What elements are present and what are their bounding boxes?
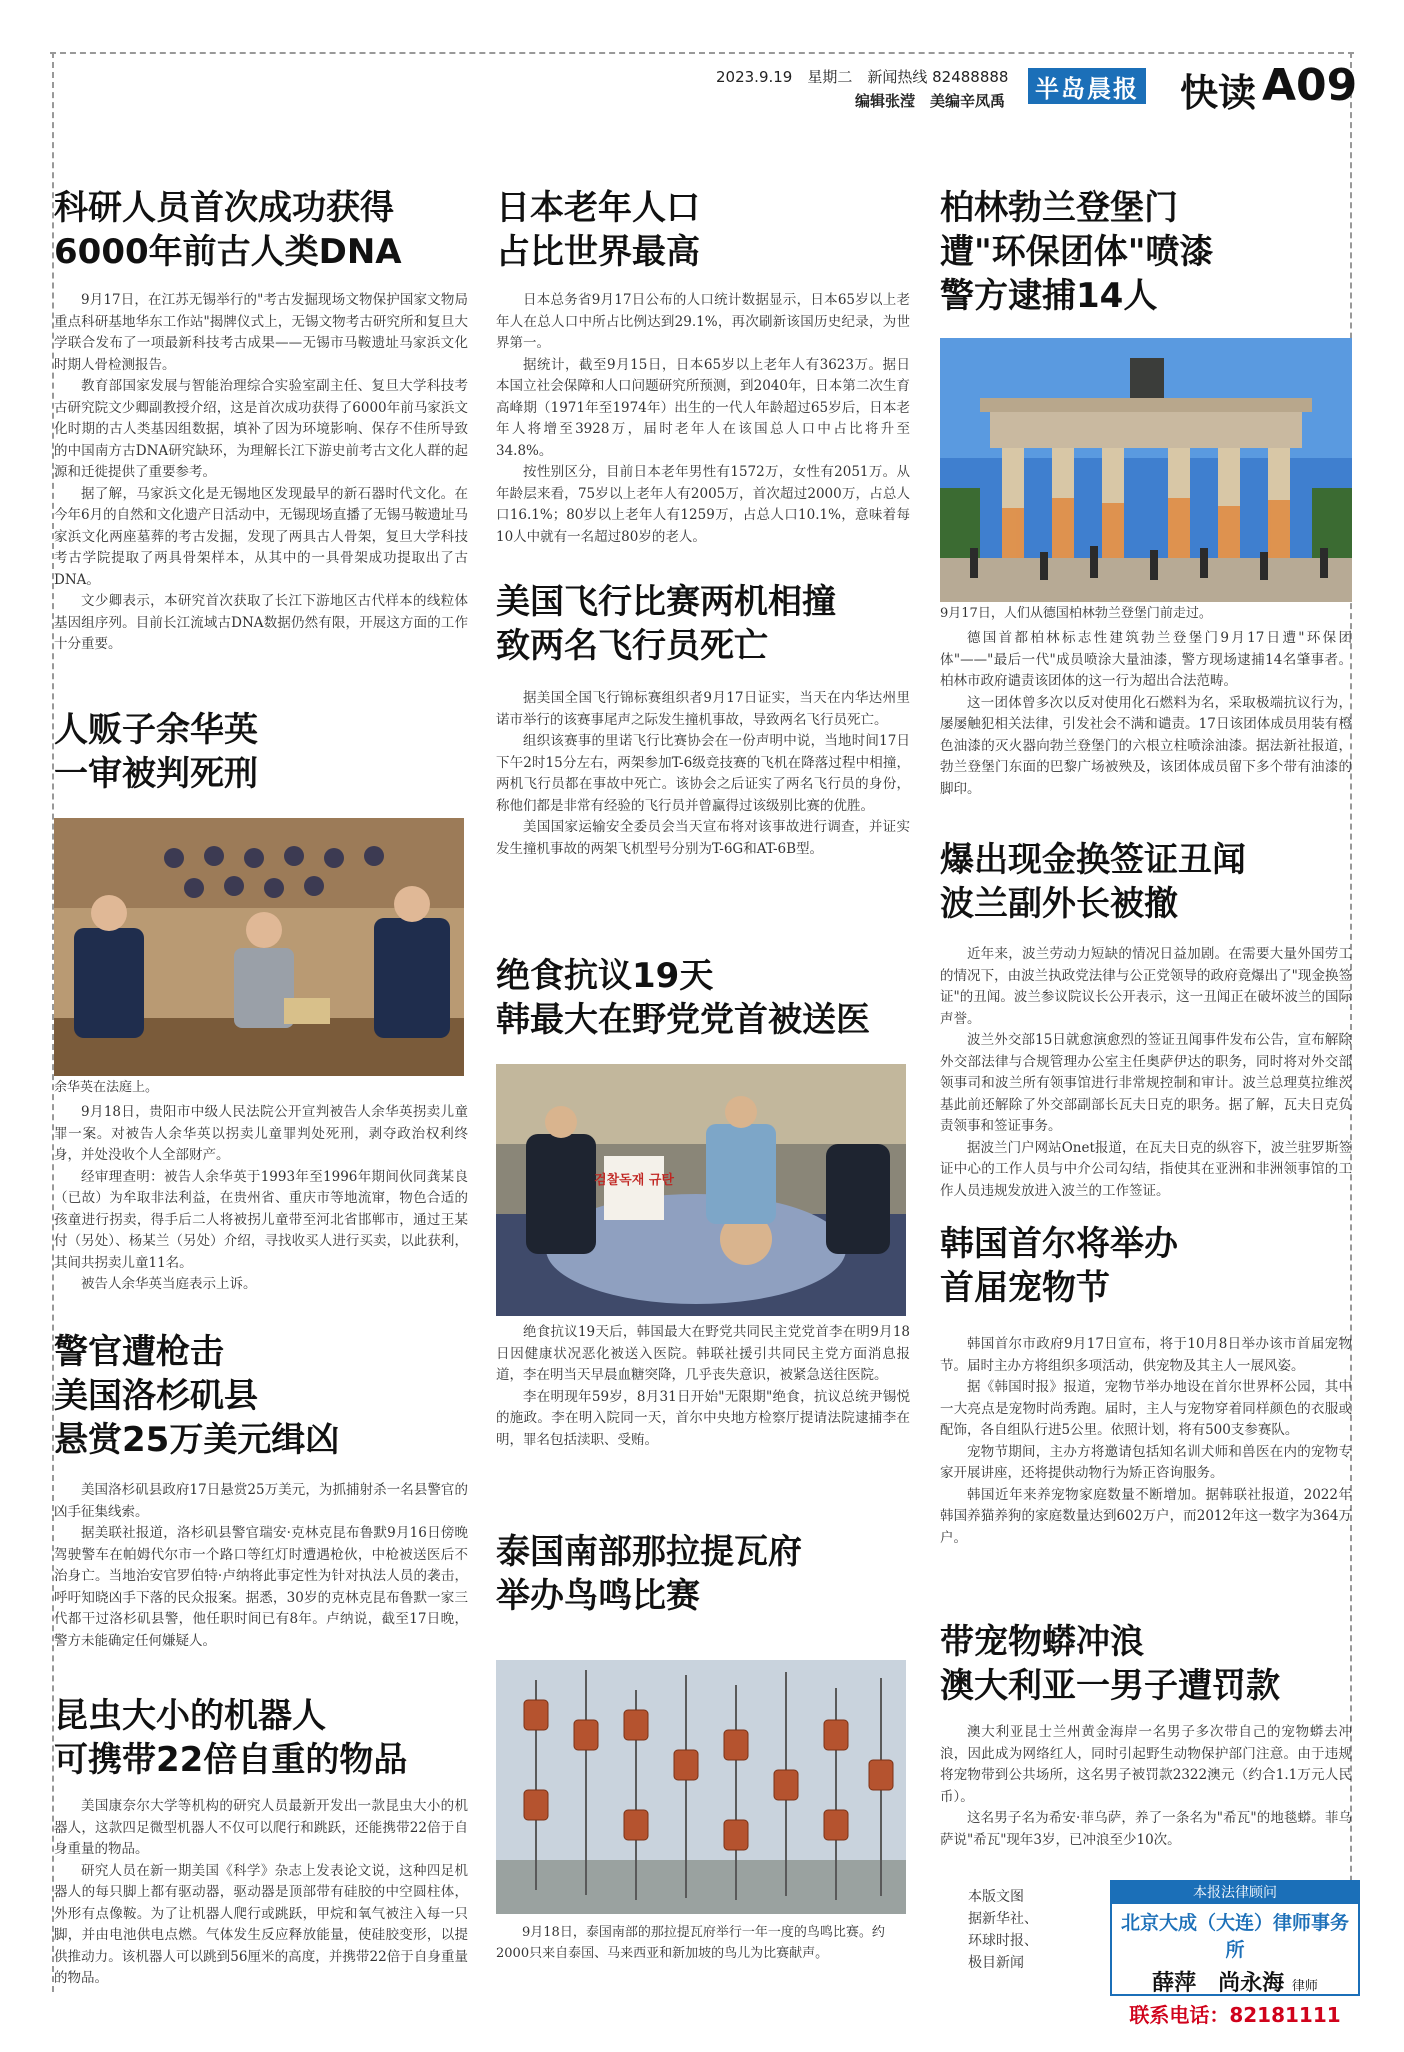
paragraph: 据美国全国飞行锦标赛组织者9月17日证实，当天在内华达州里诺市举行的该赛事尾声之际发生撞机事故，导致两名飞行员死亡。 (496, 690, 910, 728)
headline-seoul (940, 1222, 1360, 1310)
paragraph: 教育部国家发展与智能治理综合实验室副主任、复旦大学科技考古研究院文少卿副教授介绍，这是首次成功获得了6000年前马家浜文化时期的古人类基因组数据，填补了因为环境影响、保存不佳所导致的中国南方古DNA研究缺环，为理解长江下游史前考古文化人群的起源和迁徙提供了重要参考。 (54, 378, 468, 480)
paragraph: 绝食抗议19天后，韩国最大在野党共同民主党党首李在明9月18日因健康状况恶化被送入医院。韩联社援引共同民主党方面消息报道，李在明当天早晨血糖突降，几乎丧失意识，被紧急送往医院。 (496, 1324, 910, 1383)
paragraph: 韩国首尔市政府9月17日宣布，将于10月8日举办该市首届宠物节。届时主办方将组织多项活动，供宠物及其主人一展风姿。 (940, 1336, 1352, 1374)
top-border (50, 52, 1354, 54)
headline-line: 一审被判死刑 (54, 754, 258, 794)
headline-line: 澳大利亚一男子遭罚款 (940, 1666, 1280, 1706)
paragraph: 据美联社报道，洛杉矶县警官瑞安·克林克昆布鲁默9月16日傍晚驾驶警车在帕姆代尔市一个路口等红灯时遭遇枪伙，中枪被送医后不治身亡。当地治安官罗伯特·卢纳将此事定性为针对执法人员的袭击，呼吁知晓凶手下落的民众报案。据悉，30岁的克林克昆布鲁默一家三代都干过洛杉矶县警，他任职时间已有8年。卢纳说，截至17日晚，警方未能确定任何嫌疑人。 (54, 1525, 468, 1649)
paragraph: 美国洛杉矶县政府17日悬赏25万美元，为抓捕射杀一名县警官的凶手征集线索。 (54, 1482, 468, 1520)
article-flight-body (496, 688, 910, 942)
article-dna-body (54, 290, 468, 692)
headline-line: 日本老年人口 (496, 188, 700, 228)
ad-names-line (1112, 1966, 1358, 1997)
headline-line: 警方逮捕14人 (940, 276, 1158, 316)
source-credit (968, 1886, 1038, 1974)
headline-japan (496, 186, 916, 274)
photo-caption: 9月18日，泰国南部的那拉提瓦府举行一年一度的鸟鸣比赛。约2000只来自泰国、马来西亚和新加坡的鸟儿为比赛献声。 (496, 1925, 885, 1961)
source-line: 本版文图 (968, 1889, 1024, 1905)
headline-dna (54, 186, 474, 274)
paragraph: 韩国近年来养宠物家庭数量不断增加。据韩联社报道，2022年韩国养猫养狗的家庭数量达到602万户，而2012年这一数字为364万户。 (940, 1486, 1352, 1546)
paragraph: 据统计，截至9月15日，日本65岁以上老年人有3623万。据日本国立社会保障和人口问题研究所预测，到2040年，日本第二次生育高峰期（1971年至1974年）出生的一代人年龄超过65岁后，日本老年人将增至3928万，届时老年人在该国总人口中占比将升至34.8%。 (496, 356, 910, 459)
headline-la (54, 1330, 474, 1462)
article-python-body (940, 1722, 1352, 1874)
source-line: 据新华社、 (968, 1911, 1038, 1927)
brandenburg-gate-photo (940, 338, 1352, 602)
article-berlin-body (940, 628, 1352, 826)
article-poland-body (940, 944, 1352, 1210)
headline-line: 首届宠物节 (940, 1268, 1110, 1308)
paragraph: 德国首都柏林标志性建筑勃兰登堡门9月17日遭"环保团体"——"最后一代"成员喷涂大量油漆，警方现场逮捕14名肇事者。柏林市政府谴责该团体的这一行为超出合法范畴。 (940, 630, 1352, 689)
paragraph: 李在明现年59岁，8月31日开始"无限期"绝食，抗议总统尹锡悦的施政。李在明入院同一天，首尔中央地方检察厅提请法院逮捕李在明，罪名包括渎职、受贿。 (496, 1388, 910, 1448)
headline-line: 科研人员首次成功获得 (54, 188, 394, 228)
ad-lawyer-title: 律师 (1291, 1979, 1318, 1994)
headline-korea-hunger (496, 954, 916, 1042)
paragraph: 波兰外交部15日就愈演愈烈的签证丑闻事件发布公告，宣布解除外交部法律与合规管理办公室主任奥萨伊达的职务，同时将对外交部领事司和波兰所有领事馆进行非常规控制和审计。波兰总理莫拉维茨基此前还解除了外交部副部长瓦夫日克的职务。据了解，瓦夫日克负责领事和签证事务。 (940, 1032, 1352, 1134)
headline-robot (54, 1694, 474, 1782)
paragraph: 据了解，马家浜文化是无锡地区发现最早的新石器时代文化。在今年6月的自然和文化遗产日活动中，无锡现场直播了无锡马鞍遗址马家浜文化两座墓葬的考古发掘，发现了两具古人骨架，复旦大学科技考古学院提取了两具骨架样本，从其中的一具骨架成功提取出了古DNA。 (54, 485, 468, 588)
article-yu-body (54, 1102, 468, 1316)
paragraph: 这一团体曾多次以反对使用化石燃料为名，采取极端抗议行为，屡屡触犯相关法律，引发社会不满和谴责。17日该团体成员用装有橙色油漆的灭火器向勃兰登堡门的六根立柱喷涂油漆。据法新社报道，勃兰登堡门东面的巴黎广场被殃及，该团体成员留下多个带有油漆的脚印。 (940, 694, 1352, 797)
section-title: 快读 (1180, 71, 1257, 115)
paragraph: 9月18日，贵阳市中级人民法院公开宣判被告人余华英拐卖儿童罪一案。对被告人余华英以拐卖儿童罪判处死刑，剥夺政治权利终身，并处没收个人全部财产。 (54, 1104, 468, 1163)
paragraph: 宠物节期间，主办方将邀请包括知名训犬师和兽医在内的宠物专家开展讲座，还将提供动物行为矫正咨询服务。 (940, 1443, 1352, 1481)
headline-line: 波兰副外长被撤 (940, 884, 1178, 924)
headline-line: 举办鸟鸣比赛 (496, 1576, 700, 1616)
headline-line: 昆虫大小的机器人 (54, 1696, 326, 1736)
paragraph: 被告人余华英当庭表示上诉。 (81, 1276, 257, 1292)
paragraph: 据波兰门户网站Onet报道，在瓦夫日克的纵容下，波兰驻罗斯签证中心的工作人员与中介公司勾结，指使其在亚洲和非洲领事馆的工作人员违规发放进入波兰的工作签证。 (940, 1139, 1352, 1199)
article-korea-body (496, 1322, 910, 1518)
paragraph: 文少卿表示，本研究首次获取了长江下游地区古代样本的线粒体基因组序列。目前长江流域古DNA数据仍然有限，开展这方面的工作十分重要。 (54, 593, 468, 652)
paragraph: 澳大利亚昆士兰州黄金海岸一名男子多次带自己的宠物蟒去冲浪，因此成为网络红人，同时引起野生动物保护部门注意。由于违规将宠物带到公共场所，这名男子被罚款2322澳元（约合1.1万元人民币）。 (940, 1724, 1352, 1805)
headline-line: 可携带22倍自重的物品 (54, 1740, 408, 1780)
headline-line: 美国洛杉矶县 (54, 1376, 258, 1416)
paragraph: 美国国家运输安全委员会当天宣布将对该事故进行调查，并证实发生撞机事故的两架飞机型号分别为T-6G和AT-6B型。 (496, 819, 910, 857)
headline-line: 占比世界最高 (496, 232, 700, 272)
editor-line: 编辑张滢 美编辛凤禹 (855, 92, 1006, 110)
headline-python (940, 1620, 1360, 1708)
headline-line: 美国飞行比赛两机相撞 (496, 582, 836, 622)
paragraph: 按性别区分，目前日本老年男性有1572万，女性有2051万。从年龄层来看，75岁以上老年人有2005万，首次超过2000万，占总人口16.1%；80岁以上老年人有1259万，占总人口10.1%，意味着每10人中就有一名超过80岁的老人。 (496, 464, 910, 545)
headline-yu (54, 708, 474, 796)
paragraph: 经审理查明：被告人余华英于1993年至1996年期间伙同龚某良（已故）为牟取非法利益，在贵州省、重庆市等地流窜，物色合适的孩童进行拐卖，得手后二人将被拐儿童带至河北省邯郸市，通过王某付（另处）、杨某兰（另处）介绍，寻找收买人进行买卖，以此获利，其间共拐卖儿童11名。 (54, 1168, 468, 1271)
paragraph: 美国康奈尔大学等机构的研究人员最新开发出一款昆虫大小的机器人，这款四足微型机器人不仅可以爬行和跳跃，还能携带22倍于自身重量的物品。 (54, 1798, 468, 1857)
headline-line: 韩国首尔将举办 (940, 1224, 1178, 1264)
article-la-body (54, 1480, 468, 1676)
headline-line: 爆出现金换签证丑闻 (940, 840, 1246, 880)
headline-flight (496, 580, 916, 668)
protest-sign: 검찰독재 규탄 (594, 1173, 674, 1188)
ad-firm: 北京大成（大连）律师事务所 (1120, 1912, 1349, 1961)
legal-advisor-ad (1110, 1880, 1360, 2027)
ad-lawyer-names: 薛萍 尚永海 (1152, 1970, 1285, 1996)
newspaper-logo: 半岛晨报 (1028, 68, 1146, 104)
headline-line: 遭"环保团体"喷漆 (940, 232, 1214, 272)
paragraph: 组织该赛事的里诺飞行比赛协会在一份声明中说，当地时间17日下午2时15分左右，两架参加T-6级竞技赛的飞机在降落过程中相撞，两机飞行员都在事故中死亡。该协会之后证实了两名飞行员的身份，称他们都是非常有经验的飞行员并曾赢得过该级别比赛的优胜。 (496, 733, 910, 814)
headline-line: 柏林勃兰登堡门 (940, 188, 1178, 228)
courtroom-photo (54, 818, 464, 1076)
article-japan-body (496, 290, 910, 560)
headline-line: 人贩子余华英 (54, 710, 258, 750)
article-seoul-body (940, 1334, 1352, 1608)
headline-line: 悬赏25万美元缉凶 (54, 1420, 340, 1460)
headline-line: 带宠物蟒冲浪 (940, 1622, 1144, 1662)
paragraph: 这名男子名为希安·菲乌萨，养了一条名为"希瓦"的地毯蟒。菲乌萨说"希瓦"现年3岁，已冲浪至少10次。 (940, 1810, 1352, 1848)
paragraph: 据《韩国时报》报道，宠物节举办地设在首尔世界杯公园，其中一大亮点是宠物时尚秀跑。届时，主人与宠物穿着同样颜色的衣服或配饰，各自组队行进5公里。依照计划，将有500支参赛队。 (940, 1379, 1352, 1438)
paragraph: 研究人员在新一期美国《科学》杂志上发表论文说，这种四足机器人的每只脚上都有驱动器，驱动器是顶部带有硅胶的中空圆柱体，外形有点像鞍。为了让机器人爬行或跳跃，甲烷和氧气被注入每一只脚，并由电池供电点燃。气体发生反应释放能量，使硅胶变形，以提供推动力。该机器人可以跳到56厘米的高度，并携带22倍于自身重量的物品。 (54, 1862, 468, 1986)
source-line: 环球时报、 (968, 1933, 1038, 1949)
photo-caption: 余华英在法庭上。 (54, 1080, 159, 1095)
headline-line: 韩最大在野党党首被送医 (496, 1000, 870, 1040)
source-line: 极目新闻 (968, 1955, 1024, 1971)
headline-poland (940, 838, 1360, 926)
headline-thai (496, 1530, 916, 1618)
headline-line: 警官遭枪击 (54, 1332, 224, 1372)
headline-berlin (940, 186, 1360, 318)
bird-cage-photo (496, 1660, 906, 1914)
ad-header: 本报法律顾问 (1112, 1882, 1358, 1904)
ad-phone: 联系电话：82181111 (1129, 2003, 1341, 2027)
date-line: 2023.9.19 星期二 新闻热线 82488888 (716, 68, 1009, 86)
headline-line: 泰国南部那拉提瓦府 (496, 1532, 802, 1572)
paragraph: 日本总务省9月17日公布的人口统计数据显示，日本65岁以上老年人在总人口中所占比例达到29.1%，再次刷新该国历史纪录，为世界第一。 (496, 292, 910, 351)
headline-line: 绝食抗议19天 (496, 956, 714, 996)
headline-line: 致两名飞行员死亡 (496, 626, 768, 666)
article-robot-body (54, 1796, 468, 1992)
photo-caption: 9月17日，人们从德国柏林勃兰登堡门前走过。 (940, 606, 1212, 621)
hospital-photo (496, 1064, 906, 1316)
page-number: A09 (1262, 60, 1358, 111)
headline-line: 6000年前古人类DNA (54, 232, 402, 272)
paragraph: 近年来，波兰劳动力短缺的情况日益加剧。在需要大量外国劳工的情况下，由波兰执政党法律与公正党领导的政府竟爆出了"现金换签证"的丑闻。波兰参议院议长公开表示，这一丑闻正在破坏波兰的国际声誉。 (940, 946, 1352, 1027)
paragraph: 9月17日，在江苏无锡举行的"考古发掘现场文物保护国家文物局重点科研基地华东工作站"揭牌仪式上，无锡文物考古研究所和复旦大学联合发布了一项最新科技考古成果——无锡市马鞍遗址马家浜文化时期人骨检测报告。 (54, 292, 468, 373)
